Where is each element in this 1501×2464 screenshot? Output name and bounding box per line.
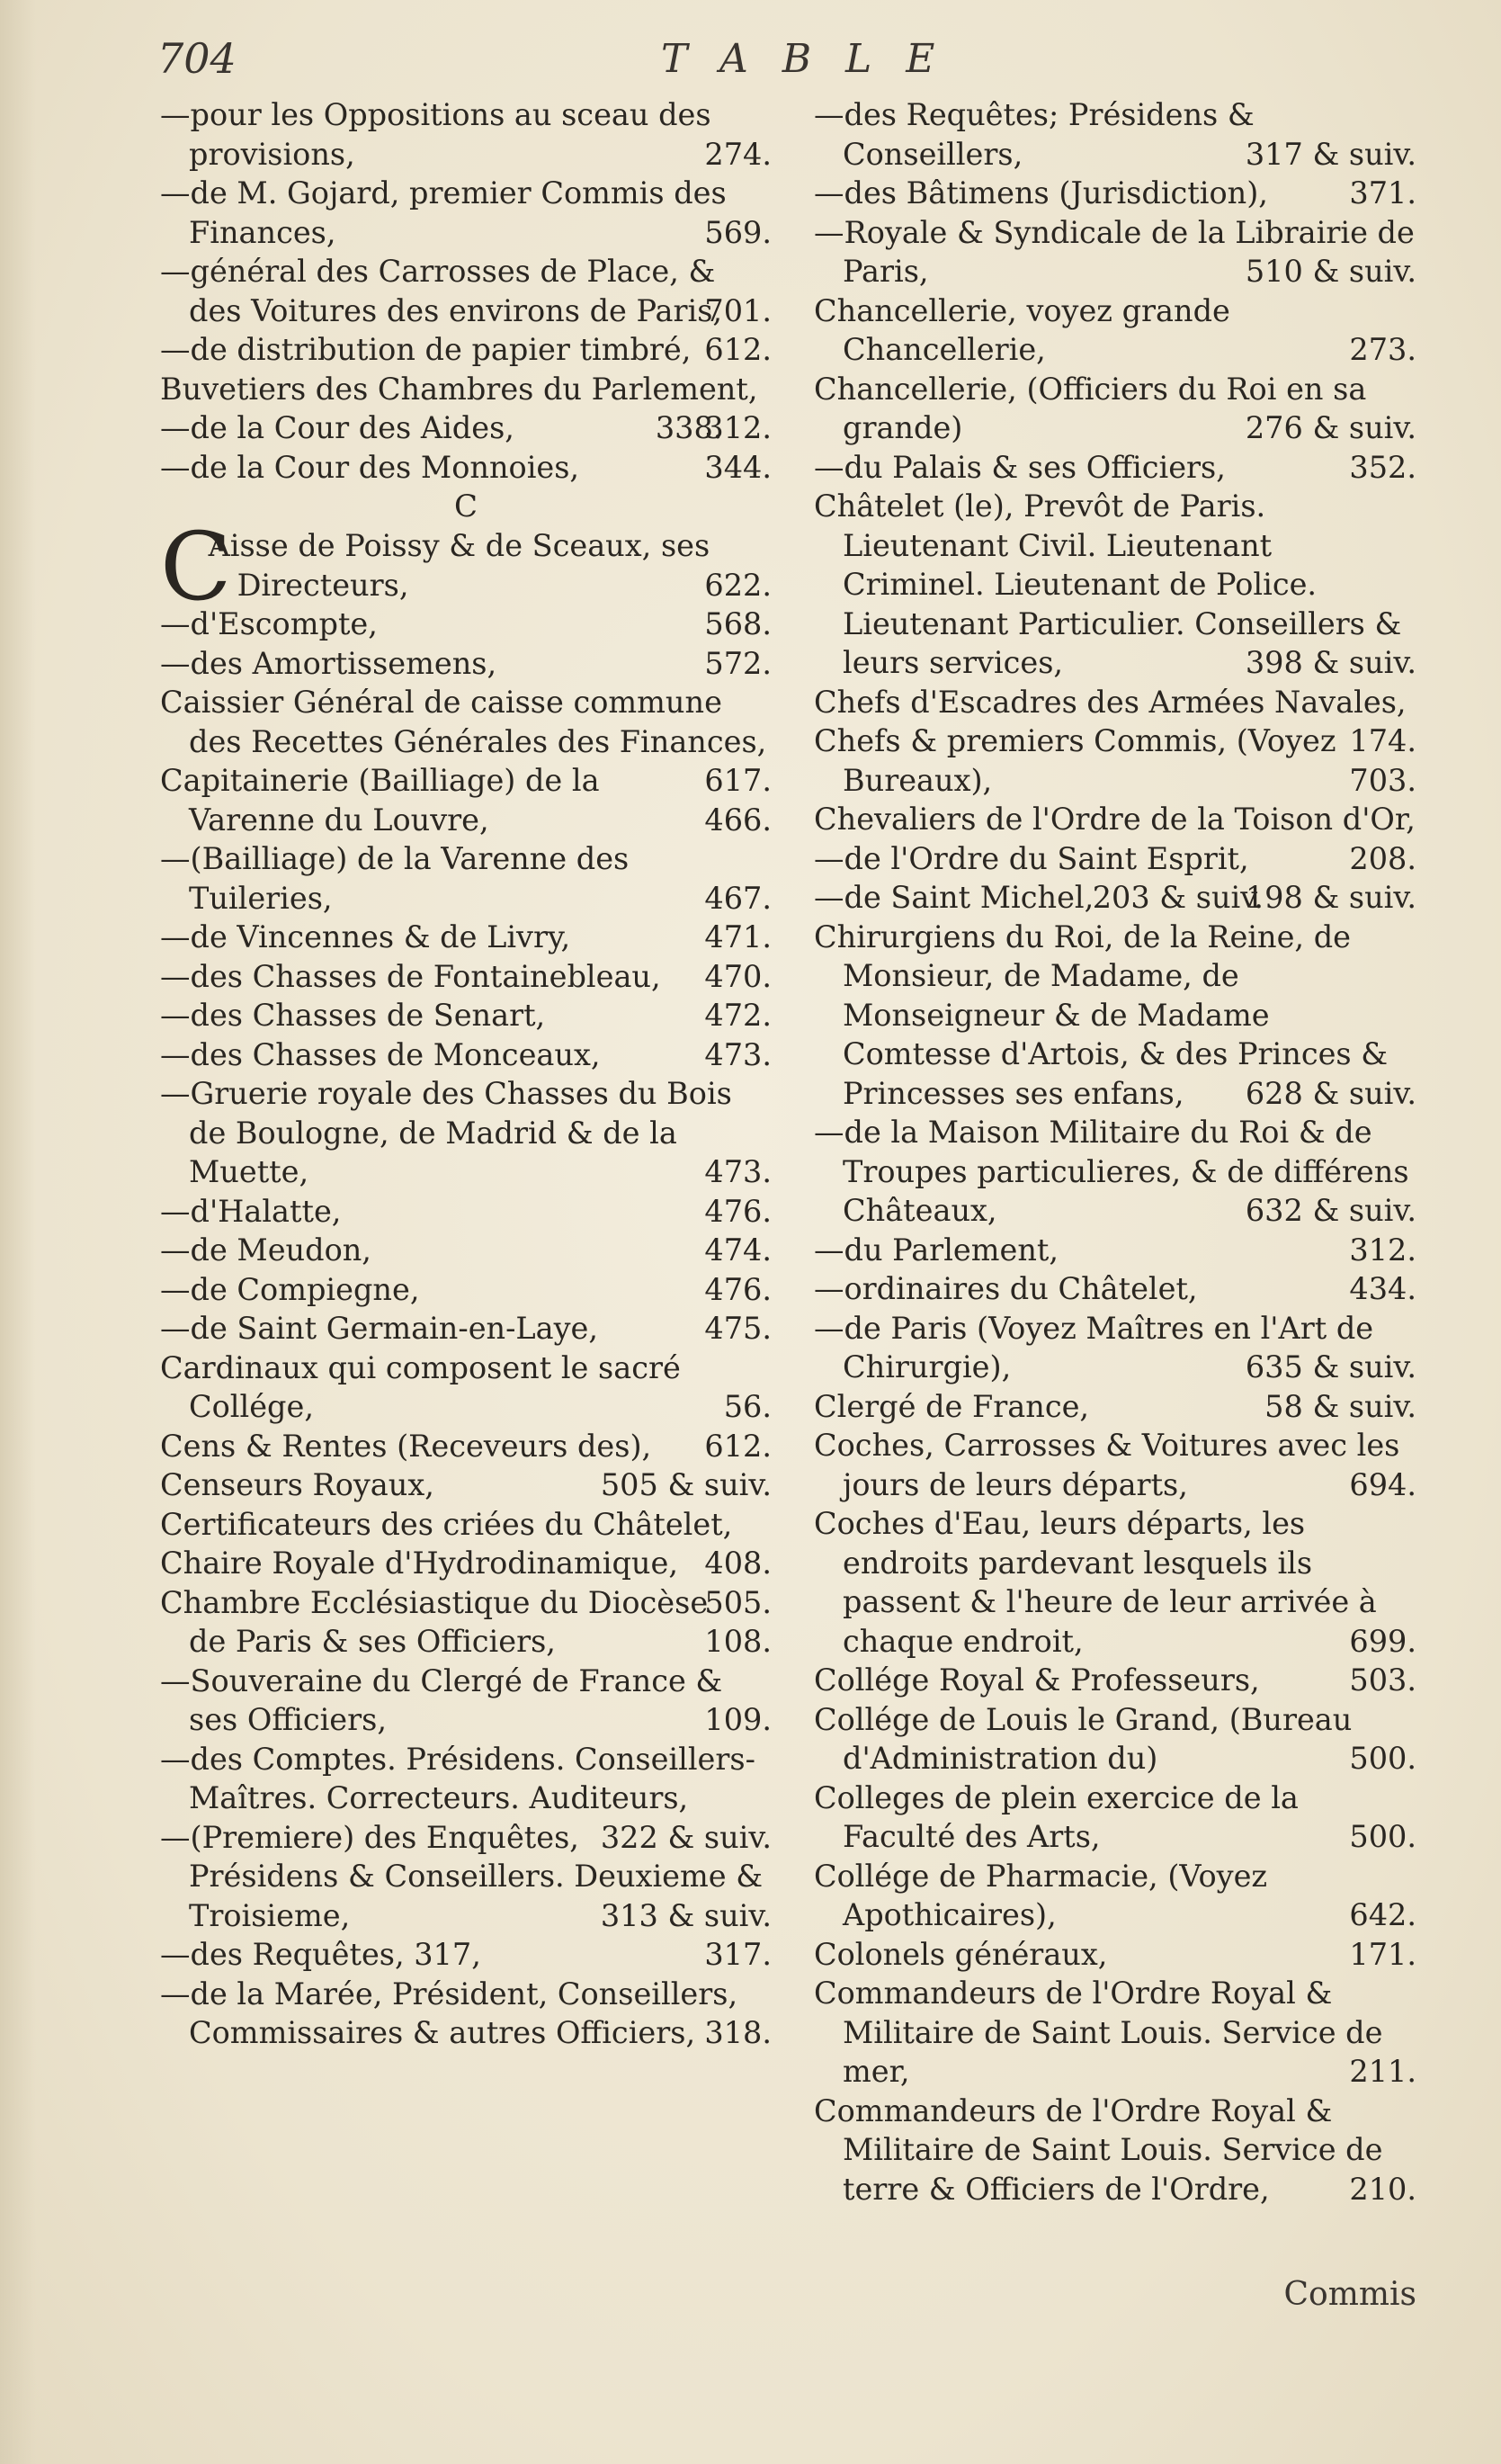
entry-page-ref: 701. bbox=[704, 292, 772, 328]
entry-text: —Souveraine du Clergé de France & ses Officiers, bbox=[160, 1662, 723, 1737]
entry-text: Chirurgiens du Roi, de la Reine, de Monsieur, de Madame, de Monseigneur & de Madame Comtesse d'Artois, & des Princes & Princesses ses enfans, bbox=[814, 918, 1389, 1111]
entry-page-ref: 612. bbox=[704, 1428, 772, 1464]
index-entry bbox=[814, 721, 1416, 800]
index-entry bbox=[814, 1504, 1416, 1661]
entry-page-ref: 274. bbox=[704, 136, 772, 172]
index-entry bbox=[160, 1348, 772, 1427]
index-entry bbox=[160, 1740, 772, 1855]
index-entry bbox=[160, 1427, 772, 1466]
drop-capital: C bbox=[160, 512, 232, 622]
entry-page-ref: 408. bbox=[704, 1546, 772, 1581]
index-entry bbox=[160, 252, 772, 330]
entry-page-ref: 210. bbox=[1349, 2171, 1416, 2207]
entry-text: Chancellerie, (Officiers du Roi en sa grande) bbox=[814, 371, 1367, 445]
index-entry bbox=[160, 1662, 772, 1740]
entry-text: —de la Cour des Aides, bbox=[160, 410, 514, 445]
index-entry bbox=[160, 408, 772, 448]
entry-text: —des Requêtes, 317, bbox=[160, 1937, 481, 1972]
entry-page-ref: 699. bbox=[1349, 1623, 1416, 1659]
entry-page-ref: 58 & suiv. bbox=[1264, 1388, 1416, 1424]
entry-text: —des Bâtimens (Jurisdiction), bbox=[814, 175, 1268, 211]
entry-text: —de Compiegne, bbox=[160, 1271, 420, 1307]
entry-page-ref: 474. bbox=[704, 1232, 772, 1268]
entry-page-ref: 108. bbox=[704, 1624, 772, 1659]
entry-text: —de la Marée, Président, Conseillers, Commissaires & autres Officiers, bbox=[160, 1976, 738, 2050]
entry-text: Chefs & premiers Commis, (Voyez Bureaux), bbox=[814, 723, 1336, 798]
entry-text: Chambre Ecclésiastique du Diocèse de Paris & ses Officiers, bbox=[160, 1584, 709, 1659]
entry-page-ref: 312. bbox=[1349, 1232, 1416, 1268]
index-entry bbox=[160, 918, 772, 957]
entry-page-ref: 628 & suiv. bbox=[1245, 1075, 1416, 1111]
index-entry bbox=[814, 683, 1416, 758]
entry-text: Colonels généraux, bbox=[814, 1936, 1108, 1972]
entry-page-ref: 338. bbox=[655, 410, 723, 445]
index-entry bbox=[160, 957, 772, 997]
entry-text: —de Saint Michel, bbox=[814, 880, 1094, 915]
entry-text: Censeurs Royaux, bbox=[160, 1467, 434, 1502]
index-entry bbox=[160, 1465, 772, 1505]
entry-page-ref: 500. bbox=[1349, 1819, 1416, 1854]
entry-text: —de l'Ordre du Saint Esprit, bbox=[814, 840, 1249, 876]
entry-text: —de la Cour des Monnoies, bbox=[160, 449, 580, 485]
entry-text: —des Requêtes; Présidens & Conseillers, bbox=[814, 97, 1255, 172]
index-entry bbox=[814, 95, 1416, 174]
index-entry bbox=[814, 1935, 1416, 1975]
entry-text: Commandeurs de l'Ordre Royal & Militaire de Saint Louis. Service de mer, bbox=[814, 1976, 1383, 2089]
entry-page-ref: 703. bbox=[1349, 762, 1416, 798]
entry-text: Châtelet (le), Prevôt de Paris. Lieutenant Civil. Lieutenant Criminel. Lieutenant de Police. Lieutenant Particulier. Conseillers & leurs services, bbox=[814, 488, 1402, 680]
index-entry bbox=[814, 1113, 1416, 1231]
entry-page-ref: 208. bbox=[1349, 840, 1416, 876]
entry-page-ref: 466. bbox=[704, 802, 772, 838]
entry-page-ref: 203 & suiv. bbox=[1092, 880, 1264, 915]
index-entry bbox=[814, 1426, 1416, 1504]
entry-text: Collége de Louis le Grand, (Bureau d'Administration du) bbox=[814, 1701, 1353, 1776]
index-entry bbox=[814, 1974, 1416, 2092]
entry-text: —d'Escompte, bbox=[160, 606, 378, 641]
entry-text: —de distribution de papier timbré, bbox=[160, 332, 692, 367]
entry-page-ref: 617. bbox=[704, 763, 772, 798]
index-entry bbox=[814, 1269, 1416, 1309]
index-entry bbox=[160, 1270, 772, 1310]
right-column bbox=[814, 95, 1416, 2209]
entry-page-ref: 505. bbox=[704, 1584, 772, 1620]
index-entry bbox=[160, 1192, 772, 1232]
entry-text: —de Saint Germain-en-Laye, bbox=[160, 1311, 599, 1346]
entry-page-ref: 475. bbox=[704, 1311, 772, 1346]
index-entry bbox=[160, 761, 772, 839]
entry-page-ref: 505 & suiv. bbox=[600, 1467, 772, 1502]
entry-page-ref: 632 & suiv. bbox=[1245, 1193, 1416, 1228]
index-entry bbox=[160, 174, 772, 252]
index-entry bbox=[814, 1661, 1416, 1700]
entry-text: —des Comptes. Présidens. Conseillers-Maîtres. Correcteurs. Auditeurs, bbox=[160, 1741, 755, 1815]
entry-text: Coches, Carrosses & Voitures avec les jours de leurs départs, bbox=[814, 1428, 1400, 1502]
entry-page-ref: 503. bbox=[1349, 1662, 1416, 1698]
entry-text: Colleges de plein exercice de la Faculté des Arts, bbox=[814, 1779, 1299, 1854]
section-letter: C bbox=[453, 488, 478, 524]
entry-text: Collége Royal & Professeurs, bbox=[814, 1662, 1260, 1698]
entry-text: —Gruerie royale des Chasses du Bois de Boulogne, de Madrid & de la Muette, bbox=[160, 1076, 732, 1189]
entry-page-ref: 471. bbox=[704, 919, 772, 954]
index-entry bbox=[160, 1074, 772, 1192]
entry-page-ref: 317 & suiv. bbox=[1245, 136, 1416, 172]
entry-text: Coches d'Eau, leurs départs, les endroits pardevant lesquels ils passent & l'heure de leur arrivée à chaque endroit, bbox=[814, 1506, 1377, 1659]
entry-text: Clergé de France, bbox=[814, 1388, 1090, 1424]
page-number: 704 bbox=[157, 34, 237, 83]
entry-page-ref: 473. bbox=[704, 1036, 772, 1072]
entry-text: —(Premiere) des Enquêtes, Présidens & Conseillers. Deuxieme & Troisieme, bbox=[160, 1819, 764, 1933]
entry-text: Buvetiers des Chambres du Parlement, bbox=[160, 371, 758, 407]
entry-page-ref: 569. bbox=[704, 214, 772, 250]
entry-page-ref: 476. bbox=[704, 1271, 772, 1307]
entry-page-ref: 273. bbox=[1349, 332, 1416, 367]
entry-page-ref: 642. bbox=[1349, 1897, 1416, 1932]
entry-page-ref: 211. bbox=[1349, 2054, 1416, 2089]
entry-text: —pour les Oppositions au sceau des provisions, bbox=[160, 97, 711, 172]
entry-page-ref: 572. bbox=[704, 645, 772, 681]
index-entry bbox=[814, 448, 1416, 488]
entry-text: Aisse de Poissy & de Sceaux, ses Directeurs, bbox=[208, 528, 710, 603]
entry-page-ref: 312. bbox=[704, 410, 772, 445]
entry-page-ref: 318. bbox=[704, 2015, 772, 2050]
page-gutter-shadow bbox=[0, 0, 36, 2464]
index-entry bbox=[160, 512, 772, 622]
index-entry bbox=[814, 1779, 1416, 1857]
index-entry bbox=[160, 1975, 772, 2053]
entry-text: —d'Halatte, bbox=[160, 1193, 342, 1229]
index-entry bbox=[814, 1309, 1416, 1387]
entry-text: Chaire Royale d'Hydrodinamique, bbox=[160, 1546, 678, 1581]
left-column bbox=[160, 95, 772, 2053]
entry-text: —des Chasses de Fontainebleau, bbox=[160, 958, 661, 994]
index-entry bbox=[160, 1309, 772, 1348]
entry-text: —du Parlement, bbox=[814, 1232, 1059, 1268]
entry-page-ref: 371. bbox=[1349, 175, 1416, 211]
entry-page-ref: 622. bbox=[704, 567, 772, 603]
index-entry bbox=[814, 1857, 1416, 1935]
running-title: TABLE bbox=[661, 36, 969, 82]
index-entry bbox=[814, 1231, 1416, 1270]
entry-page-ref: 56. bbox=[723, 1389, 772, 1424]
entry-page-ref: 313 & suiv. bbox=[600, 1897, 772, 1933]
index-entry bbox=[160, 605, 772, 644]
entry-page-ref: 109. bbox=[704, 1702, 772, 1737]
entry-text: Cardinaux qui composent le sacré Collége, bbox=[160, 1349, 681, 1424]
entry-page-ref: 472. bbox=[704, 998, 772, 1033]
entry-text: —des Chasses de Senart, bbox=[160, 998, 546, 1033]
entry-text: —de M. Gojard, premier Commis des Finances, bbox=[160, 175, 727, 250]
catchword: Commis bbox=[1283, 2276, 1416, 2313]
entry-page-ref: 568. bbox=[704, 606, 772, 641]
entry-page-ref: 434. bbox=[1349, 1271, 1416, 1306]
entry-text: —ordinaires du Châtelet, bbox=[814, 1271, 1198, 1306]
index-entry bbox=[160, 996, 772, 1035]
entry-page-ref: 276 & suiv. bbox=[1245, 410, 1416, 445]
entry-page-ref: 635 & suiv. bbox=[1245, 1349, 1416, 1384]
entry-page-ref: 473. bbox=[704, 1154, 772, 1189]
entry-text: —Royale & Syndicale de la Librairie de Paris, bbox=[814, 214, 1415, 289]
entry-page-ref: 171. bbox=[1349, 1936, 1416, 1972]
index-entry bbox=[160, 330, 772, 370]
entry-page-ref: 510 & suiv. bbox=[1245, 254, 1416, 289]
entry-text: Caissier Général de caisse commune des Recettes Générales des Finances, bbox=[160, 685, 767, 759]
entry-page-ref: 470. bbox=[704, 958, 772, 994]
entry-page-ref: 398 & suiv. bbox=[1245, 645, 1416, 680]
entry-page-ref: 612. bbox=[704, 332, 772, 367]
index-entry bbox=[814, 1387, 1416, 1427]
index-entry bbox=[160, 1583, 772, 1662]
index-entry bbox=[814, 291, 1416, 370]
index-entry bbox=[814, 2092, 1416, 2209]
entry-text: —de Vincennes & de Livry, bbox=[160, 919, 571, 954]
index-entry bbox=[160, 95, 772, 174]
page-header bbox=[157, 34, 1398, 97]
index-entry bbox=[814, 213, 1416, 291]
index-entry bbox=[160, 1035, 772, 1075]
entry-page-ref: 317. bbox=[704, 1937, 772, 1972]
entry-page-ref: 476. bbox=[704, 1193, 772, 1229]
index-entry bbox=[160, 1544, 772, 1620]
entry-page-ref: 352. bbox=[1349, 449, 1416, 485]
index-entry bbox=[160, 683, 772, 798]
entry-text: Commandeurs de l'Ordre Royal & Militaire de Saint Louis. Service de terre & Officiers de l'Ordre, bbox=[814, 2092, 1383, 2207]
entry-text: Collége de Pharmacie, (Voyez Apothicaires), bbox=[814, 1858, 1268, 1932]
entry-text: —(Bailliage) de la Varenne des Tuileries, bbox=[160, 841, 630, 916]
entry-page-ref: 467. bbox=[704, 880, 772, 916]
entry-page-ref: 694. bbox=[1349, 1466, 1416, 1502]
entry-text: Certificateurs des criées du Châtelet, bbox=[160, 1506, 733, 1542]
index-entry bbox=[814, 174, 1416, 213]
entry-page-ref: 322 & suiv. bbox=[600, 1819, 772, 1855]
index-entry bbox=[160, 1231, 772, 1270]
index-entry bbox=[160, 448, 772, 488]
index-entry bbox=[814, 878, 1416, 918]
index-entry bbox=[160, 644, 772, 684]
index-entry bbox=[814, 370, 1416, 448]
entry-page-ref: 500. bbox=[1349, 1741, 1416, 1776]
entry-text: Cens & Rentes (Receveurs des), bbox=[160, 1428, 652, 1464]
entry-text: Chancellerie, voyez grande Chancellerie, bbox=[814, 292, 1230, 367]
index-entry bbox=[160, 1935, 772, 1975]
entry-text: —de Meudon, bbox=[160, 1232, 371, 1268]
entry-text: —du Palais & ses Officiers, bbox=[814, 449, 1226, 485]
entry-page-ref: 174. bbox=[1349, 723, 1416, 758]
index-entry bbox=[814, 1700, 1416, 1779]
index-entry bbox=[160, 1818, 772, 1936]
entry-text: Chevaliers de l'Ordre de la Toison d'Or, bbox=[814, 802, 1416, 837]
entry-page-ref: 344. bbox=[704, 449, 772, 485]
entry-text: Capitainerie (Bailliage) de la Varenne du Louvre, bbox=[160, 763, 600, 838]
index-entry bbox=[814, 487, 1416, 683]
entry-text: —des Chasses de Monceaux, bbox=[160, 1036, 601, 1072]
entry-text: —de Paris (Voyez Maîtres en l'Art de Chirurgie), bbox=[814, 1310, 1374, 1384]
entry-text: —général des Carrosses de Place, & des Voitures des environs de Paris, bbox=[160, 254, 723, 328]
entry-page-ref: 198 & suiv. bbox=[1245, 880, 1416, 915]
entry-text: —de la Maison Militaire du Roi & de Troupes particulieres, & de différens Châteaux, bbox=[814, 1115, 1409, 1228]
entry-text: Chefs d'Escadres des Armées Navales, bbox=[814, 684, 1407, 720]
entry-text: —des Amortissemens, bbox=[160, 645, 497, 681]
index-entry bbox=[814, 918, 1416, 1114]
index-entry bbox=[160, 839, 772, 918]
